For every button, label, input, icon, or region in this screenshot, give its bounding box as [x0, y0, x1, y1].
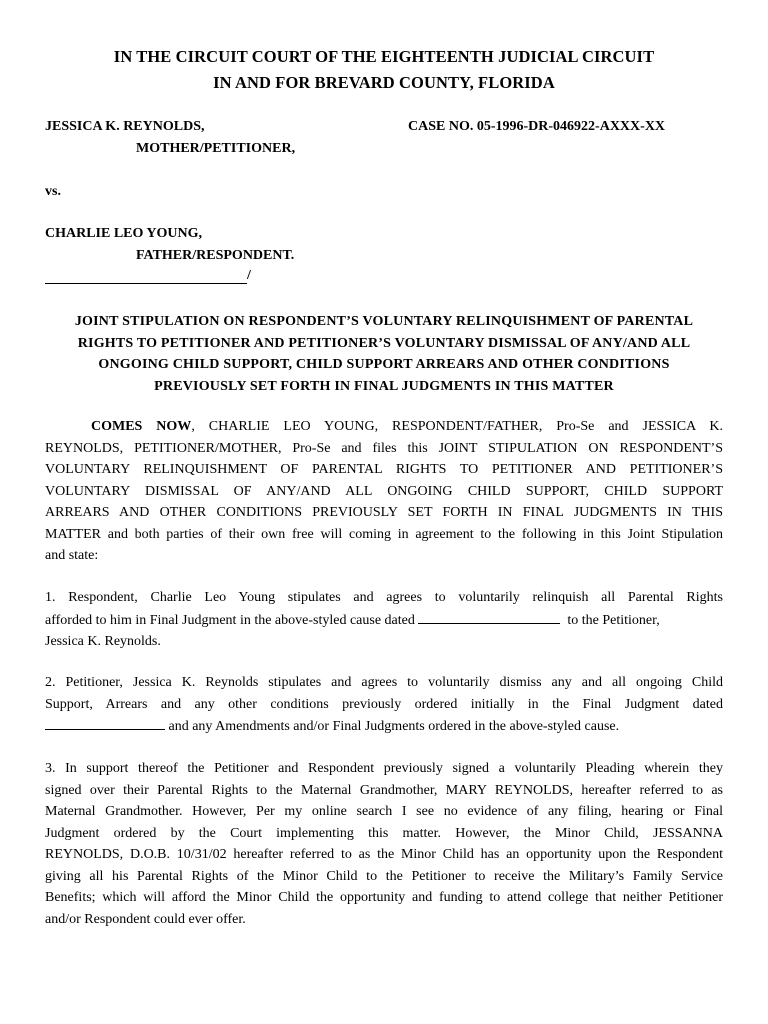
title-line-2: RIGHTS TO PETITIONER AND PETITIONER’S VOLUNTARY DISMISSAL OF ANY/AND ALL: [77, 335, 691, 351]
court-heading-line1: IN THE CIRCUIT COURT OF THE EIGHTEENTH JUDICIAL CIRCUIT: [113, 47, 655, 66]
case-number: CASE NO. 05-1996-DR-046922-AXXX-XX: [408, 119, 666, 134]
p3-line-5: REYNOLDS, D.O.B. 10/31/02 hereafter referred to as the Minor Child has an opportunity upon the Respondent: [45, 847, 723, 862]
p3-line-7: Benefits; which will afford the Minor Child the opportunity and funding to attend college that neither Petitioner: [45, 890, 723, 905]
p3-line-6: giving all his Parental Rights of the Minor Child to the Petitioner to receive the Military’s Family Service: [45, 868, 723, 884]
petitioner-role: MOTHER/PETITIONER,: [136, 141, 296, 156]
p3-line-1: 3. In support thereof the Petitioner and Respondent previously signed a voluntarily Pleading wherein they: [45, 761, 723, 776]
intro-paragraph: [45, 416, 723, 567]
judgment-date-blank-2: [45, 715, 165, 730]
paragraph-1: [45, 587, 723, 653]
p3-line-4: Judgment ordered by the Court implementing this matter. However, the Minor Child, JESSANNA: [45, 825, 723, 841]
caption-signature-line: [45, 283, 247, 284]
comes-now-lead: COMES NOW: [91, 419, 192, 434]
stipulation-title: [40, 311, 728, 397]
p3-line-3: Maternal Grandmother. However, Per my online search I see no evidence of any filing, hearing or Final: [45, 804, 723, 819]
respondent-name: CHARLIE LEO YOUNG,: [45, 226, 203, 241]
intro-line-2: REYNOLDS, PETITIONER/MOTHER, Pro-Se and files this JOINT STIPULATION ON RESPONDENT’S: [45, 440, 723, 456]
title-line-4: PREVIOUSLY SET FORTH IN FINAL JUDGMENTS IN THIS MATTER: [154, 378, 614, 394]
p1-line-2a: afforded to him in Final Judgment in the above-styled cause dated: [45, 612, 415, 628]
intro-line-1: [45, 416, 723, 438]
intro-line-4: VOLUNTARY DISMISSAL OF ANY/AND ALL ONGOING CHILD SUPPORT, CHILD SUPPORT: [45, 483, 723, 499]
intro-line-7: and state:: [45, 548, 99, 563]
caption-slash: /: [247, 268, 251, 283]
title-line-3: ONGOING CHILD SUPPORT, CHILD SUPPORT ARREARS AND OTHER CONDITIONS: [98, 357, 670, 372]
p2-line-1: 2. Petitioner, Jessica K. Reynolds stipulates and agrees to voluntarily dismiss any and all ongoing Child: [45, 675, 723, 690]
court-heading-line2: IN AND FOR BREVARD COUNTY, FLORIDA: [213, 73, 555, 92]
paragraph-3: [45, 758, 723, 930]
intro-line-3: VOLUNTARY RELINQUISHMENT OF PARENTAL RIGHTS TO PETITIONER AND PETITIONER’S: [45, 462, 723, 477]
judgment-date-blank-1: [418, 609, 560, 624]
intro-line-1-text: , CHARLIE LEO YOUNG, RESPONDENT/FATHER, Pro-Se and JESSICA K.: [191, 419, 723, 434]
title-line-1: JOINT STIPULATION ON RESPONDENT’S VOLUNTARY RELINQUISHMENT OF PARENTAL: [74, 314, 694, 329]
p3-line-8: and/or Respondent could ever offer.: [45, 911, 246, 927]
paragraph-2: [45, 672, 723, 738]
p1-line-1: 1. Respondent, Charlie Leo Young stipulates and agrees to voluntarily relinquish all Parental Rights: [45, 590, 723, 605]
p1-line-2b: to the Petitioner,: [567, 612, 660, 628]
intro-line-5: ARREARS AND OTHER CONDITIONS PREVIOUSLY SET FORTH IN FINAL JUDGMENTS IN THIS: [45, 505, 723, 520]
p2-line-3b: and any Amendments and/or Final Judgments ordered in the above-styled cause.: [168, 719, 620, 734]
p3-line-2: signed over their Parental Rights to the Maternal Grandmother, MARY REYNOLDS, hereafter referred to as: [45, 782, 723, 798]
versus-label: vs.: [45, 184, 61, 199]
intro-line-6: MATTER and both parties of their own free will coming in agreement to the following in this Joint Stipulation: [45, 526, 723, 542]
p2-line-3: [45, 715, 723, 738]
petitioner-name: JESSICA K. REYNOLDS,: [45, 119, 205, 134]
p1-line-2: [45, 609, 723, 632]
p2-line-2: Support, Arrears and any other conditions previously ordered initially in the Final Judgment dated: [45, 696, 723, 712]
respondent-role: FATHER/RESPONDENT.: [136, 248, 295, 263]
p1-line-3: Jessica K. Reynolds.: [45, 634, 161, 649]
